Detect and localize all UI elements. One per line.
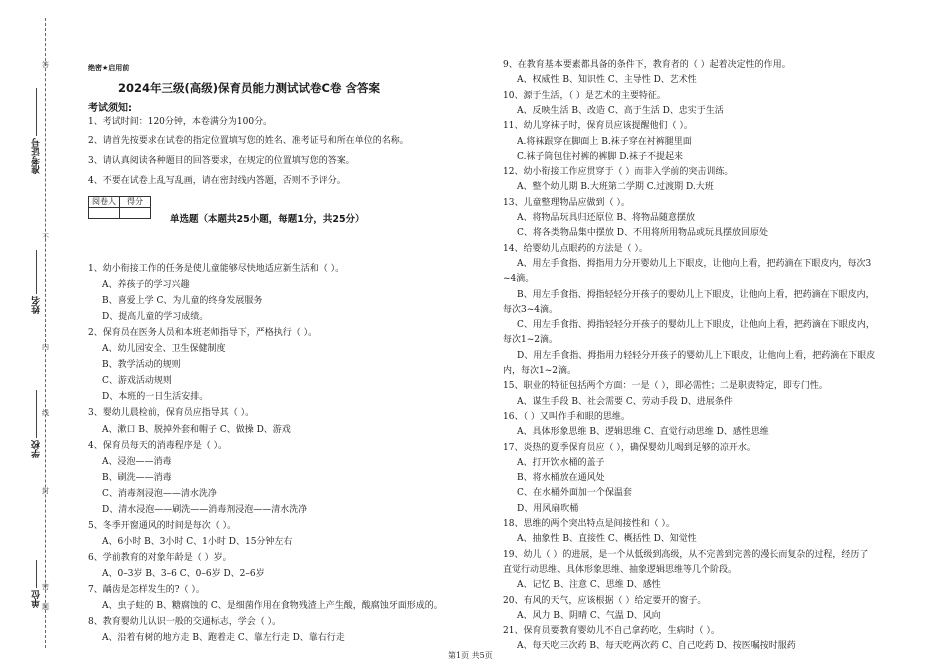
question-line: B、喜爱上学 C、为儿童的终身发展服务 <box>102 296 263 307</box>
school-field <box>36 390 37 438</box>
question-line: C、将各类物品集中摆放 D、不用将所用物品或玩具摆放回原处 <box>517 228 768 239</box>
question-line: A、将物品玩具归还原位 B、将物品随意摆放 <box>517 213 695 223</box>
question-line: D、本班的一日生活安排。 <box>102 392 209 403</box>
seal-char: 密 <box>42 583 49 591</box>
question-line: 19、幼儿（ ）的进展，是一个从低级到高级，从不完善到完善的漫长而复杂的过程，经历了 <box>503 549 869 560</box>
question-line: 11、幼儿穿袜子时，保育员应该提醒他们（ ）。 <box>503 121 693 132</box>
question-line: A、0–3岁 B、3–6 C、0–6岁 D、2–6岁 <box>102 568 265 579</box>
question-line: A、用左手食指、拇指用力分开婴幼儿上下眼皮，让他向上看，把药滴在下眼皮内，每次3 <box>517 258 872 269</box>
question-line: 2、保育员在医务人员和本班老师指导下，严格执行（ ）。 <box>88 328 318 339</box>
page-footer: 第1页 共5页 <box>448 651 493 660</box>
question-line: A、沿着有树的地方走 B、跑着走 C、靠左行走 D、靠右行走 <box>102 633 345 644</box>
question-line: A、虫子蛀的 B、糖腐蚀的 C、是细菌作用在食物残渣上产生酸，酸腐蚀牙面形成的。 <box>102 601 443 612</box>
question-line: 18、思维的两个突出特点是间接性和（ ）。 <box>503 519 675 529</box>
question-line: 6、学前教育的对象年龄是（ ）岁。 <box>88 552 232 563</box>
question-line: B、用左手食指、拇指轻轻分开孩子的婴幼儿上下眼皮，让他向上看，把药滴在下眼皮内， <box>517 289 875 300</box>
notice-title: 考试须知: <box>88 103 132 114</box>
question-line: A、浸泡——消毒 <box>102 456 172 467</box>
question-line: A、具体形象思维 B、逻辑思维 C、直觉行动思维 D、感性思维 <box>517 427 769 438</box>
question-line: A、记忆 B、注意 C、思维 D、感性 <box>517 580 661 591</box>
question-line: B、教学活动的规则 <box>102 360 181 371</box>
sidebar-label-exam-id: 准考证号 <box>32 138 42 174</box>
question-line: C.袜子筒包住衬裤的裤脚 D.袜子不提起来 <box>517 151 684 162</box>
seal-char: 线 <box>42 409 49 417</box>
question-line: A、每天吃三次药 B、每天吃两次药 C、自己吃药 D、按医嘱按时服药 <box>517 641 796 652</box>
notice-line: 2、请首先按要求在试卷的指定位置填写您的姓名、准考证号和所在单位的名称。 <box>88 136 409 146</box>
seal-char: 内 <box>42 343 49 351</box>
question-line: A、风力 B、阴晴 C、气温 D、风向 <box>517 610 661 621</box>
secret-mark: 绝密★启用前 <box>88 64 130 72</box>
question-line: A、漱口 B、脱掉外套和帽子 C、做操 D、游戏 <box>102 424 291 435</box>
question-line: C、在水桶外面加一个保温套 <box>517 488 632 499</box>
question-line: A、打开饮水桶的盖子 <box>517 457 605 468</box>
page-title: 2024年三级(高级)保育员能力测试试卷C卷 含答案 <box>118 81 380 95</box>
question-line: 每次3~4滴。 <box>503 304 558 315</box>
score-cell: 得分 <box>120 197 151 208</box>
question-line: 3、婴幼儿晨检前，保育员应指导其（ ）。 <box>88 408 255 419</box>
question-line: 13、儿童整理物品应做到（ ）。 <box>503 197 630 208</box>
grader-blank[interactable] <box>89 208 120 219</box>
question-line: A、6小时 B、3小时 C、1小时 D、15分钟左右 <box>102 536 293 547</box>
question-line: 21、保育员要教育婴幼儿不自己拿药吃，生病时（ ）。 <box>503 626 720 637</box>
question-line: C、消毒剂浸泡——清水洗净 <box>102 488 217 499</box>
question-line: B、刷洗——消毒 <box>102 472 172 483</box>
question-line: A、幼儿园安全、卫生保健制度 <box>102 344 226 355</box>
seal-char: 不 <box>42 233 49 241</box>
question-line: 直觉行动思维、具体形象思维、抽象逻辑思维等几个阶段。 <box>503 564 738 575</box>
name-field <box>36 250 37 294</box>
question-line: B、将水桶放在通风处 <box>517 473 605 484</box>
sidebar-label-unit: 单位 <box>32 590 42 608</box>
question-line: 15、职业的特征包括两个方面：一是（ ），即必需性；二是职责特定，即专门性。 <box>503 381 828 392</box>
sidebar-label-name: 姓名 <box>32 296 42 314</box>
question-line: D、用风扇吹桶 <box>517 503 579 514</box>
question-line: 5、冬季开窗通风的时间是每次（ ）。 <box>88 520 237 531</box>
grader-cell: 阅卷人 <box>89 197 120 208</box>
question-line: A、整个幼儿期 B.大班第二学期 C.过渡期 D.大班 <box>517 182 714 193</box>
question-line: 8、教育婴幼儿认识一般的交通标志，学会（ ）。 <box>88 617 282 628</box>
question-line: ~4滴。 <box>503 274 535 285</box>
question-line: 12、幼小衔接工作应贯穿于（ ）而非入学前的突击训练。 <box>503 167 734 178</box>
sidebar-label-school: 学校 <box>32 440 42 458</box>
score-table <box>88 196 151 219</box>
question-line: 9、在教育基本要素都具备的条件下，教育者的（ ）起着决定性的作用。 <box>503 60 791 70</box>
question-line: 1、幼小衔接工作的任务是使儿童能够尽快地适应新生活和（ ）。 <box>88 264 345 274</box>
seal-line <box>45 18 46 648</box>
question-line: 4、保育员每天的消毒程序是（ ）。 <box>88 440 228 451</box>
seal-char: 答 <box>42 61 49 69</box>
question-line: D、用左手食指、拇指用力轻轻分开孩子的婴幼儿上下眼皮，让他向上看，把药滴在下眼皮 <box>517 350 876 361</box>
question-line: A、反映生活 B、改造 C、高于生活 D、忠实于生活 <box>517 105 724 116</box>
question-line: D、提高儿童的学习成绩。 <box>102 312 209 323</box>
unit-field <box>36 560 37 588</box>
question-line: A、抽象性 B、直接性 C、概括性 D、知觉性 <box>517 534 697 545</box>
question-line: 17、炎热的夏季保育员应（ ），确保婴幼儿喝到足够的凉开水。 <box>503 442 756 453</box>
question-line: C、游戏活动规则 <box>102 376 172 387</box>
notice-line: 3、请认真阅读各种题目的回答要求，在规定的位置填写您的答案。 <box>88 156 355 166</box>
question-line: 内，每次1~2滴。 <box>503 366 576 376</box>
seal-char: 封 <box>42 487 49 495</box>
question-line: A、谋生手段 B、社会需要 C、劳动手段 D、进展条件 <box>517 396 733 407</box>
notice-line: 1、考试时间：120分钟，本卷满分为100分。 <box>88 117 273 127</box>
question-line: 10、源于生活，（ ）是艺术的主要特征。 <box>503 90 666 101</box>
question-line: 7、龋齿是怎样发生的?（ ）。 <box>88 585 205 595</box>
question-line: C、用左手食指、拇指轻轻分开孩子的婴幼儿上下眼皮，让他向上看，把药滴在下眼皮内， <box>517 320 875 331</box>
section-heading: 单选题（本题共25小题，每题1分，共25分） <box>170 214 365 225</box>
question-line: A、养孩子的学习兴趣 <box>102 280 190 291</box>
question-line: 14、给婴幼儿点眼药的方法是（ ）。 <box>503 243 648 254</box>
question-line: D、清水浸泡——刷洗——消毒剂浸泡——清水洗净 <box>102 504 308 515</box>
seal-char: 题 <box>42 603 49 611</box>
question-line: A、权威性 B、知识性 C、主导性 D、艺术性 <box>517 75 697 86</box>
exam-id-field <box>36 88 37 136</box>
question-line: 每次1~2滴。 <box>503 335 558 346</box>
notice-line: 4、不要在试卷上乱写乱画，请在密封线内答题，否则不予评分。 <box>88 176 346 186</box>
question-line: A.将袜跟穿在脚面上 B.袜子穿在衬裤腿里面 <box>517 136 692 147</box>
score-blank[interactable] <box>120 208 151 219</box>
question-line: 16、（ ）又叫作手和眼的思维。 <box>503 411 630 422</box>
question-line: 20、有风的天气，应该根据（ ）给定要开的窗子。 <box>503 595 707 606</box>
